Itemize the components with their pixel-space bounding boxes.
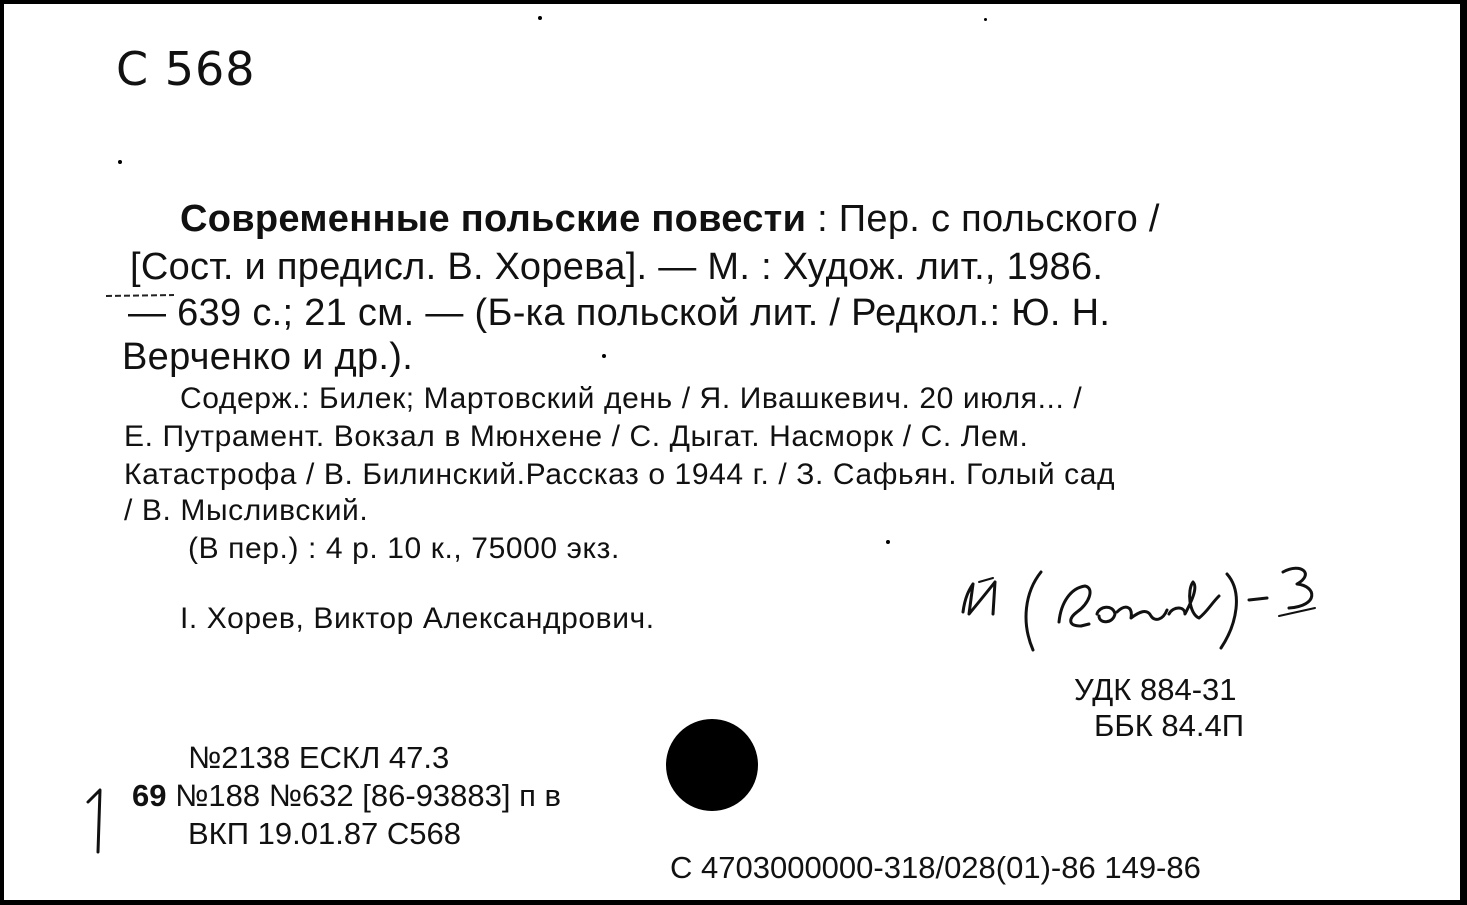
entry-line-series-end: Верченко и др.). <box>122 336 414 378</box>
accession-line: №2138 ЕСКЛ 47.3 <box>188 740 450 775</box>
accession-line <box>132 780 561 811</box>
punch-hole <box>666 719 758 811</box>
title-statement-rest: : Пер. с польского / <box>806 198 1160 240</box>
entry-line-compiler: [Сост. и предисл. В. Хорева]. — М. : Худож. лит., 1986. <box>130 246 1104 288</box>
udk-code: УДК 884-31 <box>1074 672 1237 707</box>
contents-line: Содерж.: Билек; Мартовский день / Я. Ивашкевич. 20 июля... / <box>180 382 1083 415</box>
entry-line-physical: — 639 с.; 21 см. — (Б-ка польской лит. / Редкол.: Ю. Н. <box>128 292 1111 334</box>
catalog-card <box>4 4 1460 900</box>
speck <box>118 160 122 164</box>
contents-line: Катастрофа / В. Билинский.Рассказ о 1944 г. / З. Сафьян. Голый сад <box>124 458 1116 491</box>
handwritten-shelf-note <box>949 552 1369 652</box>
speck <box>984 18 987 21</box>
price-statement: (В пер.) : 4 р. 10 к., 75000 экз. <box>188 532 620 565</box>
accession-line: ВКП 19.01.87 С568 <box>188 816 462 851</box>
accession-number: 69 <box>132 778 167 813</box>
bbk-code: ББК 84.4П <box>1094 708 1244 743</box>
contents-line: / В. Мысливский. <box>124 494 369 527</box>
speck <box>886 540 890 544</box>
handwritten-margin-mark <box>82 786 112 856</box>
book-title: Современные польские повести <box>180 198 807 240</box>
accession-details: №188 №632 [86-93883] п в <box>166 778 561 813</box>
call-number: С 568 <box>116 42 256 96</box>
contents-line: Е. Путрамент. Вокзал в Мюнхене / С. Дыгат. Насморк / С. Лем. <box>124 420 1029 453</box>
added-entry: I. Хорев, Виктор Александрович. <box>180 602 655 635</box>
speck <box>538 16 542 20</box>
isbn-line: С 4703000000-318/028(01)-86 149-86 <box>670 850 1201 885</box>
speck <box>602 354 606 358</box>
entry-line-title <box>180 200 1160 238</box>
